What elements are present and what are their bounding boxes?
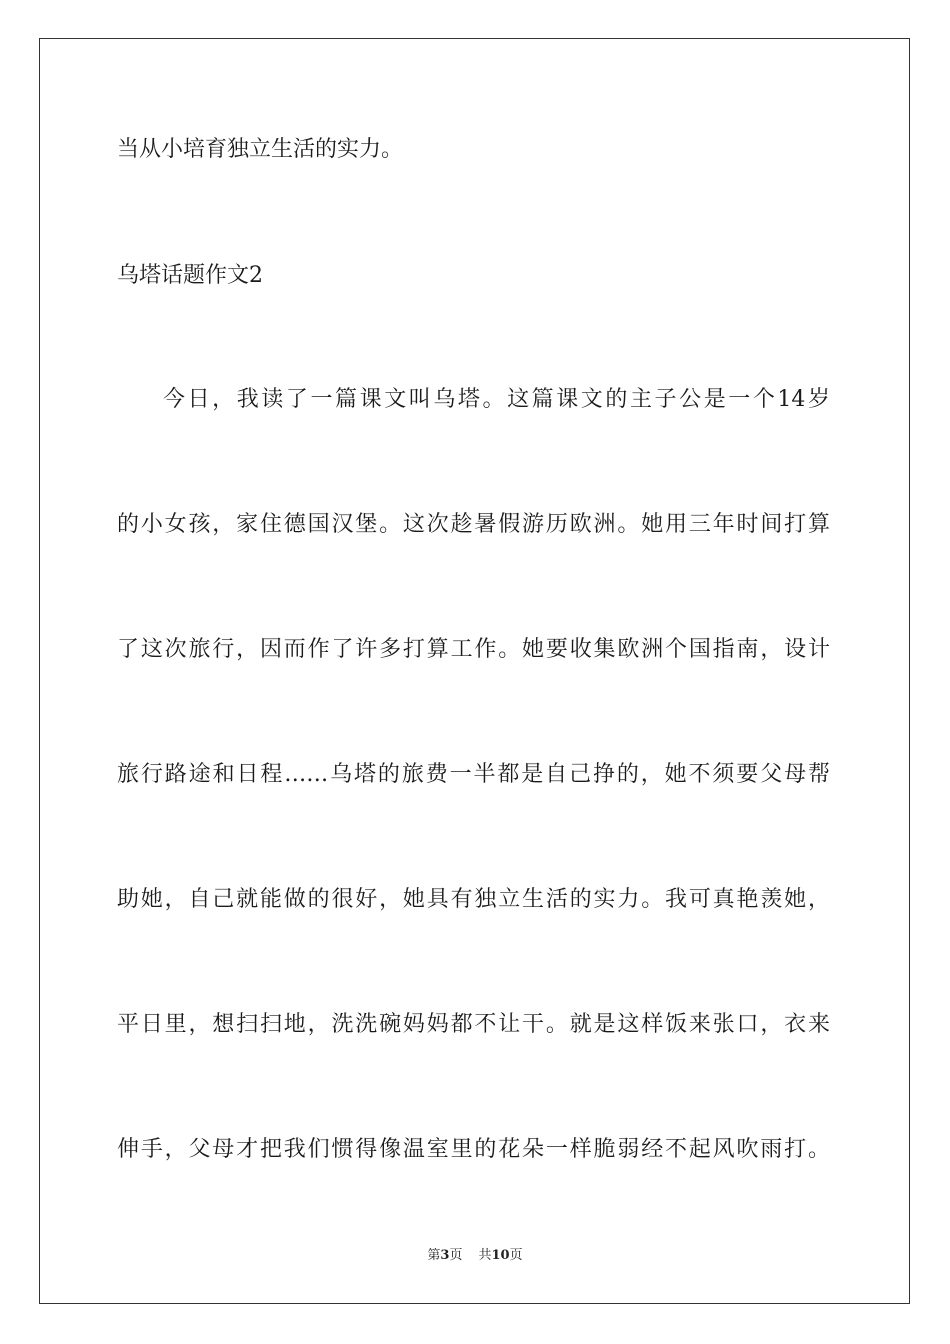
paragraph-line-1: 今日，我读了一篇课文叫乌塔。这篇课文的主子公是一个14岁 <box>163 387 830 412</box>
page-border <box>39 38 910 1304</box>
paragraph-line-4: 旅行路途和日程……乌塔的旅费一半都是自己挣的，她不须要父母帮 <box>117 762 830 787</box>
text-line-1: 当从小培育独立生活的实力。 <box>117 137 404 162</box>
paragraph-line-6: 平日里，想扫扫地，洗洗碗妈妈都不让干。就是这样饭来张口，衣来 <box>117 1012 830 1037</box>
section-heading: 乌塔话题作文2 <box>117 263 263 288</box>
footer-total-prefix: 共 <box>478 1248 492 1263</box>
footer-total-suffix: 页 <box>509 1248 523 1263</box>
paragraph-line-7: 伸手，父母才把我们惯得像温室里的花朵一样脆弱经不起风吹雨打。 <box>117 1137 830 1162</box>
footer-page-number: 3 <box>440 1248 450 1263</box>
paragraph-line-2: 的小女孩，家住德国汉堡。这次趁暑假游历欧洲。她用三年时间打算 <box>117 512 830 537</box>
paragraph-line-5: 助她，自己就能做的很好，她具有独立生活的实力。我可真艳羡她， <box>117 887 830 912</box>
page-footer <box>0 1247 950 1265</box>
footer-page-suffix: 页 <box>449 1248 463 1263</box>
footer-page-prefix: 第 <box>427 1248 441 1263</box>
footer-total-pages: 10 <box>491 1248 510 1263</box>
paragraph-line-3: 了这次旅行，因而作了许多打算工作。她要收集欧洲个国指南，设计 <box>117 637 830 662</box>
